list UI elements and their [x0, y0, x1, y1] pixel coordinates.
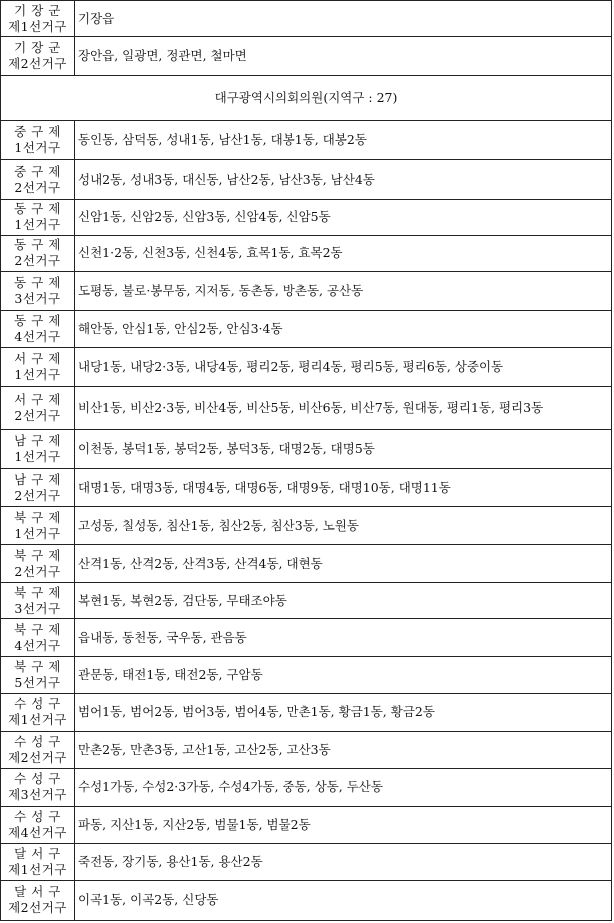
district-areas-cell: 장안읍, 일광면, 정관면, 철마면 — [75, 37, 612, 76]
district-name-cell: 북 구 제 3선거구 — [1, 583, 75, 619]
table-row — [1, 768, 612, 806]
district-name-cell: 남 구 제 2선거구 — [1, 469, 75, 507]
table-row — [1, 430, 612, 469]
district-name-cell: 수 성 구 제4선거구 — [1, 806, 75, 843]
table-row — [1, 507, 612, 545]
table-row — [1, 731, 612, 768]
district-areas-cell: 수성1가동, 수성2·3가동, 수성4가동, 중동, 상동, 두산동 — [75, 768, 612, 806]
district-name-cell: 서 구 제 1선거구 — [1, 347, 75, 386]
district-areas-cell: 이천동, 봉덕1동, 봉덕2동, 봉덕3동, 대명2동, 대명5동 — [75, 430, 612, 469]
table-row — [1, 386, 612, 429]
table-row — [1, 843, 612, 880]
district-name-cell: 북 구 제 2선거구 — [1, 545, 75, 583]
district-areas-cell: 이곡1동, 이곡2동, 신당동 — [75, 880, 612, 920]
district-name-cell: 기 장 군 제1선거구 — [1, 1, 75, 37]
table-row — [1, 619, 612, 657]
district-areas-cell: 신암1동, 신암2동, 신암3동, 신암4동, 신암5동 — [75, 199, 612, 235]
table-row — [1, 545, 612, 583]
district-name-cell: 동 구 제 2선거구 — [1, 235, 75, 271]
district-name-cell: 동 구 제 3선거구 — [1, 271, 75, 310]
district-areas-cell: 만촌2동, 만촌3동, 고산1동, 고산2동, 고산3동 — [75, 731, 612, 768]
table-row — [1, 271, 612, 310]
district-areas-cell: 고성동, 칠성동, 침산1동, 침산2동, 침산3동, 노원동 — [75, 507, 612, 545]
table-row — [1, 806, 612, 843]
table-row — [1, 694, 612, 731]
table-row — [1, 160, 612, 199]
table-row — [1, 469, 612, 507]
table-row — [1, 1, 612, 37]
district-name-cell: 수 성 구 제1선거구 — [1, 694, 75, 731]
district-areas-cell: 동인동, 삼덕동, 성내1동, 남산1동, 대봉1동, 대봉2동 — [75, 121, 612, 160]
district-name-cell: 수 성 구 제2선거구 — [1, 731, 75, 768]
district-name-cell: 북 구 제 5선거구 — [1, 657, 75, 694]
table-row — [1, 199, 612, 235]
district-areas-cell: 대명1동, 대명3동, 대명4동, 대명6동, 대명9동, 대명10동, 대명11동 — [75, 469, 612, 507]
district-name-cell: 달 서 구 제2선거구 — [1, 880, 75, 920]
district-areas-cell: 복현1동, 복현2동, 검단동, 무태조야동 — [75, 583, 612, 619]
section-header: 대구광역시의회의원(지역구 : 27) — [1, 76, 612, 121]
table-row — [1, 880, 612, 920]
table-row — [1, 657, 612, 694]
district-name-cell: 중 구 제 1선거구 — [1, 121, 75, 160]
district-areas-cell: 신천1·2동, 신천3동, 신천4동, 효목1동, 효목2동 — [75, 235, 612, 271]
district-areas-cell: 내당1동, 내당2·3동, 내당4동, 평리2동, 평리4동, 평리5동, 평리6동, 상중이동 — [75, 347, 612, 386]
district-name-cell: 북 구 제 1선거구 — [1, 507, 75, 545]
district-name-cell: 서 구 제 2선거구 — [1, 386, 75, 429]
district-name-cell: 중 구 제 2선거구 — [1, 160, 75, 199]
district-areas-cell: 산격1동, 산격2동, 산격3동, 산격4동, 대현동 — [75, 545, 612, 583]
table-row — [1, 347, 612, 386]
table-row — [1, 235, 612, 271]
district-areas-cell: 비산1동, 비산2·3동, 비산4동, 비산5동, 비산6동, 비산7동, 원대동, 평리1동, 평리3동 — [75, 386, 612, 429]
district-areas-cell: 해안동, 안심1동, 안심2동, 안심3·4동 — [75, 310, 612, 347]
table-row — [1, 583, 612, 619]
table-row — [1, 37, 612, 76]
district-areas-cell: 읍내동, 동천동, 국우동, 관음동 — [75, 619, 612, 657]
district-name-cell: 기 장 군 제2선거구 — [1, 37, 75, 76]
table-row — [1, 121, 612, 160]
district-name-cell: 북 구 제 4선거구 — [1, 619, 75, 657]
section-header-row — [1, 76, 612, 121]
district-areas-cell: 기장읍 — [75, 1, 612, 37]
district-areas-cell: 죽전동, 장기동, 용산1동, 용산2동 — [75, 843, 612, 880]
table-row — [1, 310, 612, 347]
district-areas-cell: 성내2동, 성내3동, 대신동, 남산2동, 남산3동, 남산4동 — [75, 160, 612, 199]
district-name-cell: 수 성 구 제3선거구 — [1, 768, 75, 806]
district-areas-cell: 관문동, 태전1동, 태전2동, 구암동 — [75, 657, 612, 694]
district-areas-cell: 파동, 지산1동, 지산2동, 범물1동, 범물2동 — [75, 806, 612, 843]
district-name-cell: 동 구 제 1선거구 — [1, 199, 75, 235]
district-name-cell: 남 구 제 1선거구 — [1, 430, 75, 469]
district-name-cell: 동 구 제 4선거구 — [1, 310, 75, 347]
district-name-cell: 달 서 구 제1선거구 — [1, 843, 75, 880]
district-areas-cell: 도평동, 불로·봉무동, 지저동, 동촌동, 방촌동, 공산동 — [75, 271, 612, 310]
district-areas-cell: 범어1동, 범어2동, 범어3동, 범어4동, 만촌1동, 황금1동, 황금2동 — [75, 694, 612, 731]
